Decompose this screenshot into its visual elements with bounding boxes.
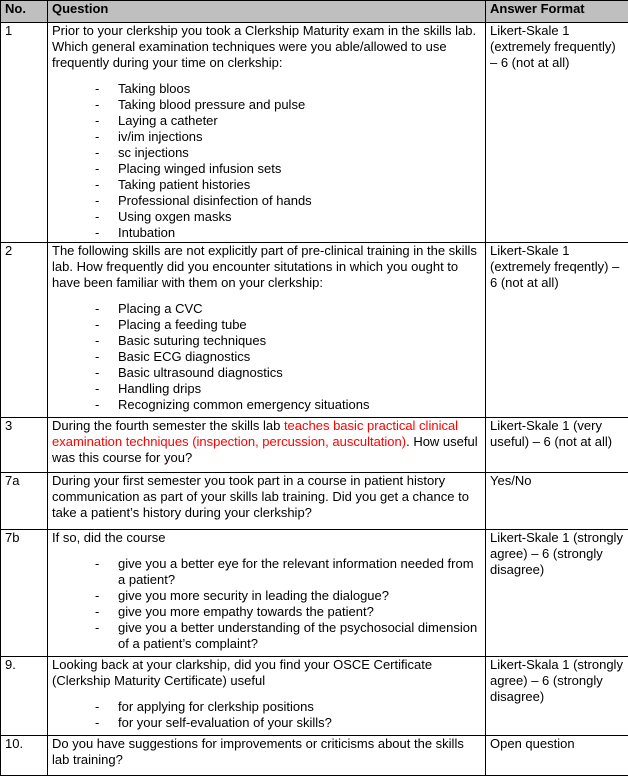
option-list — [52, 301, 481, 413]
list-item: - give you more empathy towards the patient? — [95, 604, 374, 619]
question-text: Do you have suggestions for improvements or criticisms about the skills lab training? — [52, 736, 464, 767]
list-item: - Handling drips — [95, 381, 202, 396]
header-question: Question — [48, 1, 486, 23]
answer-format-cell: Likert-Skale 1 (strongly agree) – 6 (strongly disagree) — [486, 530, 628, 657]
list-item: - Taking blood pressure and pulse — [95, 97, 306, 112]
question-text: Prior to your clerkship you took a Clerkship Maturity exam in the skills lab. Which general examination techniques were you able/allowed to use frequently during your time on clerkship: — [52, 23, 477, 70]
question-number: 10. — [1, 736, 48, 776]
highlighted-text: teaches basic practical clinical examination techniques (inspection, percussion, auscultation) — [52, 418, 459, 449]
question-number: 9. — [1, 657, 48, 736]
answer-format-cell: Likert-Skale 1 (very useful) – 6 (not at all) — [486, 418, 628, 473]
question-number: 7b — [1, 530, 48, 657]
question-number: 1 — [1, 23, 48, 243]
table-row — [1, 657, 628, 736]
question-text: The following skills are not explicitly part of pre-clinical training in the skills lab. How frequently did you encounter situtations in which you ought to have been familiar with them on your clerkship: — [52, 243, 477, 290]
header-row — [1, 1, 628, 23]
option-list — [52, 81, 481, 241]
question-text: If so, did the course — [52, 530, 166, 545]
table-header — [1, 1, 628, 23]
table-row — [1, 530, 628, 657]
list-item: - Professional disinfection of hands — [95, 193, 312, 208]
option-list — [52, 556, 481, 652]
question-cell — [48, 418, 486, 473]
table-row — [1, 473, 628, 530]
table-row — [1, 243, 628, 418]
answer-format-cell: Likert-Skale 1 (extremely freqently) – 6 (not at all) — [486, 243, 628, 418]
question-cell — [48, 530, 486, 657]
question-cell — [48, 23, 486, 243]
list-item: - Taking patient histories — [95, 177, 251, 192]
list-item: - for your self-evaluation of your skills? — [95, 715, 332, 730]
question-text-end: . How useful was this course for you? — [52, 434, 478, 465]
list-item: - Intubation — [95, 225, 176, 240]
question-number: 2 — [1, 243, 48, 418]
question-cell — [48, 736, 486, 776]
question-text: Looking back at your clarkship, did you find your OSCE Certificate (Clerkship Maturity Certificate) useful — [52, 657, 433, 688]
list-item: - Basic ultrasound diagnostics — [95, 365, 283, 380]
list-item: - Placing a feeding tube — [95, 317, 247, 332]
answer-format-cell: Likert-Skala 1 (strongly agree) – 6 (strongly disagree) — [486, 657, 628, 736]
list-item: - Basic suturing techniques — [95, 333, 267, 348]
list-item: - Placing winged infusion sets — [95, 161, 282, 176]
question-number: 7a — [1, 473, 48, 530]
question-cell — [48, 243, 486, 418]
table-row — [1, 23, 628, 243]
question-cell — [48, 473, 486, 530]
table-row — [1, 736, 628, 776]
question-text: During the fourth semester the skills lab — [52, 418, 284, 433]
header-no: No. — [1, 1, 48, 23]
question-text: During your first semester you took part in a course in patient history communication as part of your skills lab training. Did you get a chance to take a patient’s history during your clerkship? — [52, 473, 469, 520]
table-row — [1, 418, 628, 473]
list-item: - for applying for clerkship positions — [95, 699, 314, 714]
question-cell — [48, 657, 486, 736]
list-item: - give you a better eye for the relevant information needed from a patient? — [95, 556, 474, 587]
list-item: - Placing a CVC — [95, 301, 203, 316]
answer-format-cell: Open question — [486, 736, 628, 776]
list-item: - iv/im injections — [95, 129, 203, 144]
list-item: - sc injections — [95, 145, 189, 160]
option-list — [52, 699, 481, 731]
list-item: - give you a better understanding of the psychosocial dimension of a patient’s complaint? — [95, 620, 478, 651]
list-item: - Basic ECG diagnostics — [95, 349, 251, 364]
list-item: - Taking bloos — [95, 81, 191, 96]
header-answer-format: Answer Format — [486, 1, 628, 23]
list-item: - Using oxgen masks — [95, 209, 232, 224]
question-number: 3 — [1, 418, 48, 473]
list-item: - Laying a catheter — [95, 113, 218, 128]
answer-format-cell: Likert-Skale 1 (extremely frequently) – 6 (not at all) — [486, 23, 628, 243]
answer-format-cell: Yes/No — [486, 473, 628, 530]
list-item: - give you more security in leading the dialogue? — [95, 588, 390, 603]
list-item: - Recognizing common emergency situations — [95, 397, 370, 412]
